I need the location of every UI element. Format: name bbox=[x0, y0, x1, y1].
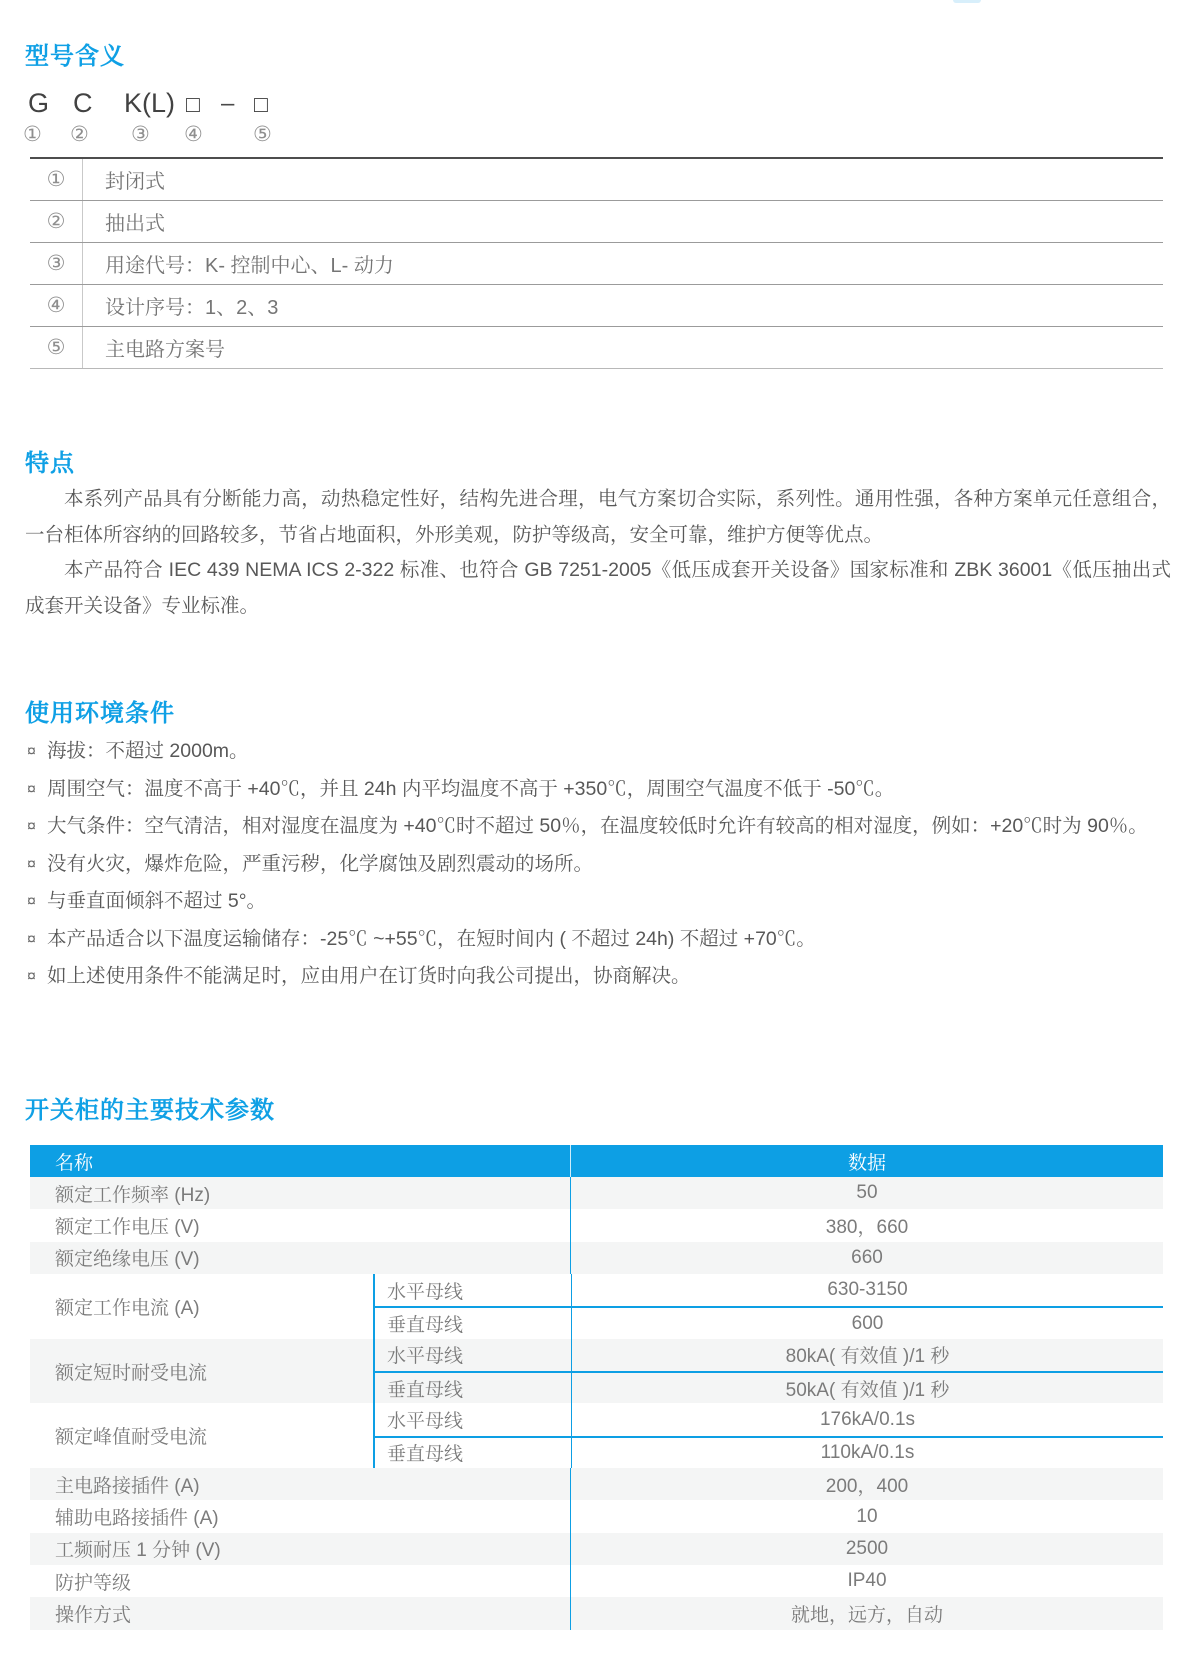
list-item-text: 本产品适合以下温度运输储存：-25℃ ~+55℃，在短时间内 ( 不超过 24h) 不超过 +70℃。 bbox=[47, 927, 816, 950]
row-description: 主电路方案号 bbox=[105, 339, 225, 361]
list-item bbox=[27, 808, 1172, 846]
row-description: 封闭式 bbox=[105, 171, 165, 193]
table-row-group bbox=[30, 1339, 1163, 1404]
bullet-icon: ¤ bbox=[27, 818, 36, 835]
table-row bbox=[30, 1242, 1163, 1274]
param-name: 防护等级 bbox=[55, 1572, 132, 1594]
model-token-c: C bbox=[73, 88, 93, 118]
param-value: 200，400 bbox=[570, 1468, 1163, 1500]
param-name: 额定工作电流 (A) bbox=[55, 1297, 200, 1319]
list-item-text: 如上述使用条件不能满足时，应由用户在订货时向我公司提出，协商解决。 bbox=[47, 965, 691, 987]
section-title-environment: 使用环境条件 bbox=[25, 700, 175, 727]
subrow-label: 垂直母线 bbox=[387, 1444, 464, 1466]
model-circle-3: ③ bbox=[131, 123, 150, 146]
list-item-text: 大气条件：空气清洁，相对湿度在温度为 +40℃时不超过 50％，在温度较低时允许有较高的相对湿度，例如：+20℃时为 90％。 bbox=[47, 815, 1148, 837]
bullet-icon: ¤ bbox=[27, 893, 36, 910]
header-cell-name: 名称 bbox=[55, 1152, 94, 1174]
table-row bbox=[30, 1565, 1163, 1597]
table-subrow bbox=[375, 1403, 1163, 1435]
bullet-icon: ¤ bbox=[27, 780, 36, 798]
param-value: 50kA( 有效值 )/1 秒 bbox=[571, 1373, 1163, 1403]
list-item bbox=[27, 921, 1172, 959]
table-row bbox=[30, 243, 1163, 285]
list-item-text: 海拔：不超过 2000m。 bbox=[47, 740, 249, 762]
row-description: 用途代号：K- 控制中心、L- 动力 bbox=[105, 255, 394, 277]
param-value: 就地，远方，自动 bbox=[570, 1597, 1163, 1629]
list-item-text: 没有火灾，爆炸危险，严重污秽，化学腐蚀及剧烈震动的场所。 bbox=[47, 852, 594, 875]
subrow-label: 水平母线 bbox=[387, 1411, 464, 1433]
table-subrow bbox=[375, 1371, 1163, 1403]
param-name: 额定短时耐受电流 bbox=[55, 1362, 208, 1384]
bullet-icon: ¤ bbox=[27, 968, 36, 985]
parameters-table bbox=[30, 1145, 1163, 1630]
table-header-row bbox=[30, 1145, 1163, 1177]
section-title-features: 特点 bbox=[25, 450, 75, 477]
table-row-group bbox=[30, 1274, 1163, 1339]
table-row bbox=[30, 285, 1163, 327]
model-token-kl: K(L) bbox=[124, 88, 176, 118]
param-name: 额定绝缘电压 (V) bbox=[55, 1249, 200, 1271]
list-item bbox=[27, 771, 1172, 809]
list-item bbox=[27, 733, 1172, 771]
table-subrow bbox=[375, 1274, 1163, 1306]
param-value: 600 bbox=[571, 1308, 1163, 1338]
row-description: 设计序号：1、2、3 bbox=[105, 297, 279, 319]
table-row bbox=[30, 159, 1163, 201]
table-row bbox=[30, 1597, 1163, 1629]
list-item bbox=[27, 846, 1172, 884]
bullet-icon: ¤ bbox=[27, 855, 36, 873]
param-name: 工频耐压 1 分钟 (V) bbox=[55, 1540, 221, 1562]
model-meaning-table bbox=[30, 157, 1163, 369]
features-paragraphs bbox=[25, 482, 1171, 624]
model-circle-4: ④ bbox=[184, 123, 203, 146]
table-subrow bbox=[375, 1339, 1163, 1371]
param-name: 额定工作电压 (V) bbox=[55, 1217, 200, 1239]
table-row bbox=[30, 1177, 1163, 1209]
param-value: IP40 bbox=[570, 1565, 1163, 1597]
param-value: 50 bbox=[570, 1177, 1163, 1209]
table-row bbox=[30, 1468, 1163, 1500]
param-subrows bbox=[373, 1403, 1163, 1468]
row-number: ① bbox=[30, 159, 83, 200]
model-token-g: G bbox=[28, 88, 50, 118]
table-row bbox=[30, 327, 1163, 369]
bullet-icon: ¤ bbox=[27, 930, 36, 948]
param-value: 380，660 bbox=[570, 1209, 1163, 1241]
param-subrows bbox=[373, 1274, 1163, 1339]
param-value: 2500 bbox=[570, 1533, 1163, 1565]
section-title-parameters: 开关柜的主要技术参数 bbox=[25, 1097, 275, 1124]
param-name: 操作方式 bbox=[55, 1605, 132, 1627]
model-token-box-1: □ bbox=[186, 91, 200, 117]
param-name: 主电路接插件 (A) bbox=[55, 1475, 200, 1497]
row-number: ④ bbox=[30, 285, 83, 326]
param-name: 额定峰值耐受电流 bbox=[55, 1427, 208, 1449]
page-top-edge-artifact bbox=[953, 0, 981, 3]
environment-list bbox=[27, 733, 1172, 996]
model-circle-2: ② bbox=[70, 123, 89, 146]
features-paragraph-2: 本产品符合 IEC 439 NEMA ICS 2-322 标准、也符合 GB 7251-2005《低压成套开关设备》国家标准和 ZBK 36001《低压抽出式成套开关设备》专业标准。 bbox=[25, 559, 1171, 617]
row-number: ② bbox=[30, 201, 83, 242]
list-item bbox=[27, 958, 1172, 996]
param-value: 10 bbox=[570, 1500, 1163, 1532]
list-item-text: 周围空气：温度不高于 +40℃，并且 24h 内平均温度不高于 +350℃，周围空气温度不低于 -50℃。 bbox=[47, 777, 895, 800]
table-row bbox=[30, 201, 1163, 243]
model-token-box-2: □ bbox=[254, 91, 268, 117]
features-paragraph-1: 本系列产品具有分断能力高，动热稳定性好，结构先进合理，电气方案切合实际，系列性。通用性强，各种方案单元任意组合，一台柜体所容纳的回路较多，节省占地面积，外形美观，防护等级高，安全可靠，维护方便等优点。 bbox=[25, 488, 1171, 546]
param-value: 630-3150 bbox=[571, 1274, 1163, 1306]
param-value: 80kA( 有效值 )/1 秒 bbox=[571, 1339, 1163, 1371]
subrow-label: 垂直母线 bbox=[387, 1379, 464, 1401]
param-value: 110kA/0.1s bbox=[571, 1438, 1163, 1468]
bullet-icon: ¤ bbox=[27, 743, 36, 760]
subrow-label: 垂直母线 bbox=[387, 1315, 464, 1337]
subrow-label: 水平母线 bbox=[387, 1281, 464, 1303]
row-number: ③ bbox=[30, 243, 83, 284]
table-subrow bbox=[375, 1436, 1163, 1468]
list-item bbox=[27, 883, 1172, 921]
table-row bbox=[30, 1500, 1163, 1532]
section-title-model-meaning: 型号含义 bbox=[25, 43, 125, 70]
model-token-dash: – bbox=[221, 90, 235, 117]
table-row bbox=[30, 1533, 1163, 1565]
param-name: 额定工作频率 (Hz) bbox=[55, 1184, 211, 1206]
table-row bbox=[30, 1209, 1163, 1241]
param-name: 辅助电路接插件 (A) bbox=[55, 1508, 219, 1530]
subrow-label: 水平母线 bbox=[387, 1346, 464, 1368]
row-description: 抽出式 bbox=[105, 213, 165, 235]
param-value: 176kA/0.1s bbox=[571, 1403, 1163, 1435]
row-number: ⑤ bbox=[30, 327, 83, 368]
param-value: 660 bbox=[570, 1242, 1163, 1274]
header-cell-data: 数据 bbox=[570, 1145, 1163, 1177]
table-subrow bbox=[375, 1306, 1163, 1338]
model-circle-1: ① bbox=[23, 123, 42, 146]
table-row-group bbox=[30, 1403, 1163, 1468]
model-circle-5: ⑤ bbox=[253, 123, 272, 146]
param-subrows bbox=[373, 1339, 1163, 1404]
list-item-text: 与垂直面倾斜不超过 5°。 bbox=[47, 890, 267, 912]
